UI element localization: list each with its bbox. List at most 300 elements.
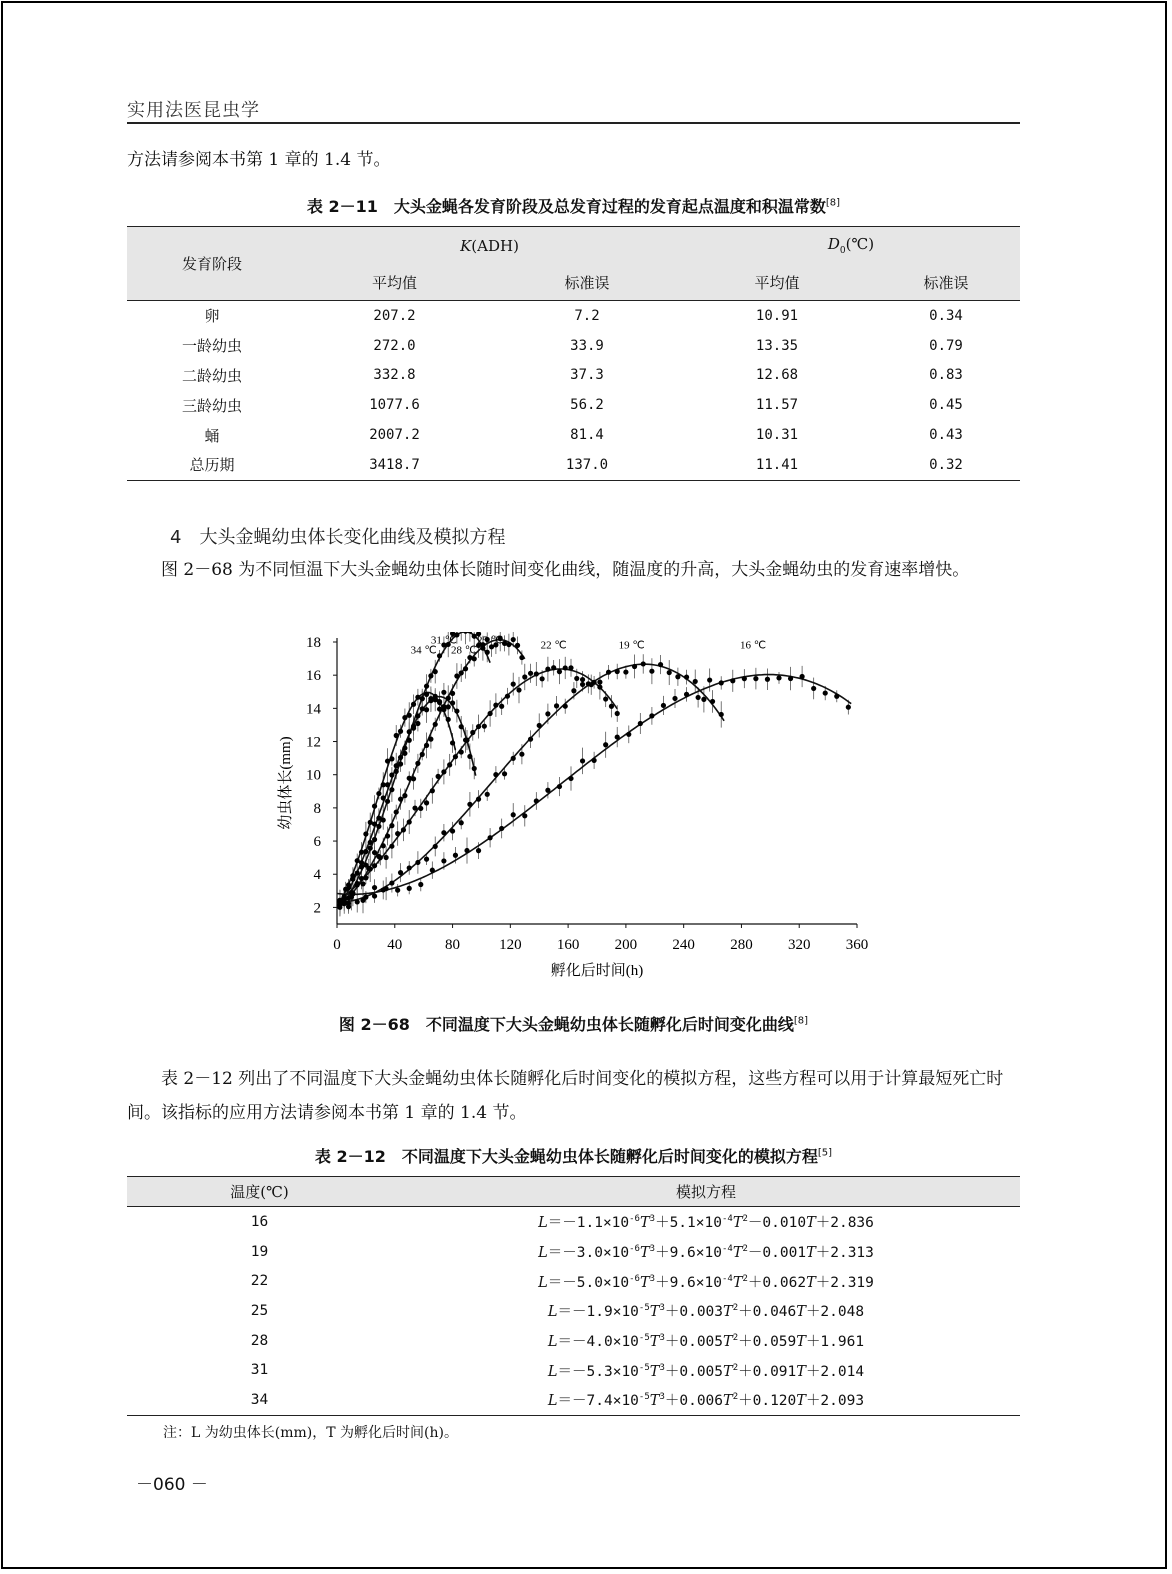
data-point — [415, 860, 420, 865]
data-point — [407, 729, 412, 734]
data-point — [597, 680, 602, 685]
data-point — [337, 905, 342, 910]
coef-c: －0.001 — [747, 1245, 807, 1262]
series-label: 25 ℃ — [477, 634, 504, 647]
data-point — [730, 678, 735, 683]
data-point — [372, 893, 377, 898]
data-point — [395, 831, 400, 836]
coef-b: ＋0.005 — [664, 1334, 724, 1351]
data-point — [459, 749, 464, 754]
data-point — [528, 671, 533, 676]
data-point — [834, 694, 839, 699]
data-point — [823, 690, 828, 695]
data-point — [411, 702, 416, 707]
data-point — [407, 886, 412, 891]
data-point — [441, 830, 446, 835]
data-point — [398, 797, 403, 802]
data-point — [389, 823, 394, 828]
data-point — [522, 813, 527, 818]
table-row — [127, 1237, 1020, 1267]
data-point — [350, 873, 355, 878]
data-point — [568, 776, 573, 781]
y-tick-label: 6 — [313, 834, 321, 851]
chart-axes — [277, 635, 868, 979]
data-point — [398, 755, 403, 760]
data-point — [381, 795, 386, 800]
series-label: 16 ℃ — [739, 639, 767, 652]
data-point — [464, 848, 469, 853]
cell-k-mean: 272.0 — [373, 337, 416, 354]
data-point — [511, 756, 516, 761]
data-point — [661, 703, 666, 708]
cell-k-mean: 207.2 — [373, 307, 416, 324]
data-point — [488, 711, 493, 716]
data-point — [684, 675, 689, 680]
coef-a: －1.1×10 — [562, 1215, 630, 1232]
exponent: -6 — [629, 1273, 640, 1284]
data-point — [459, 724, 464, 729]
data-point — [696, 695, 701, 700]
data-point — [450, 740, 455, 745]
table-row — [127, 1207, 1020, 1237]
data-point — [389, 772, 394, 777]
data-point — [467, 802, 472, 807]
data-point — [385, 782, 390, 787]
cell-k-mean: 2007.2 — [369, 427, 420, 444]
series-curve — [337, 664, 724, 902]
data-point — [459, 670, 464, 675]
data-point — [592, 758, 597, 763]
data-point — [534, 671, 539, 676]
data-point — [638, 721, 643, 726]
data-point — [349, 890, 354, 895]
data-point — [433, 722, 438, 727]
data-point — [641, 661, 646, 666]
exponent: -5 — [638, 1303, 650, 1314]
data-point — [447, 762, 452, 767]
data-point — [450, 700, 455, 705]
data-point — [412, 805, 417, 810]
cell-temp: 28 — [250, 1332, 269, 1349]
data-point — [493, 703, 498, 708]
series-curve — [337, 697, 476, 908]
figure-caption-text: 图 2－68 不同温度下大头金蝇幼虫体长随孵化后时间变化曲线 — [338, 1015, 794, 1034]
data-point — [499, 826, 504, 831]
data-point — [407, 738, 412, 743]
table-row — [127, 390, 1020, 420]
data-point — [571, 688, 576, 693]
exponent: -6 — [629, 1244, 640, 1255]
data-point — [574, 676, 579, 681]
data-point — [580, 682, 585, 687]
data-point — [360, 881, 365, 886]
y-tick-label: 12 — [306, 734, 321, 751]
figure-caption-ref: [8] — [793, 1015, 809, 1027]
data-point — [846, 705, 851, 710]
data-point — [776, 675, 781, 680]
data-point — [788, 676, 793, 681]
data-point — [407, 865, 412, 870]
paragraph-2: 表 2－12 列出了不同温度下大头金蝇幼虫体长随孵化后时间变化的模拟方程，这些方程可以用于计算最短死亡时间。该指标的应用方法请参阅本书第 1 章的 1.4 节。 — [127, 1069, 1004, 1123]
coef-c: ＋0.120 — [738, 1393, 797, 1410]
data-point — [707, 677, 712, 682]
data-point — [381, 817, 386, 822]
cell-k-mean: 1077.6 — [369, 397, 420, 414]
data-point — [363, 849, 368, 854]
data-point — [402, 751, 407, 756]
data-point — [398, 729, 403, 734]
data-point — [516, 687, 521, 692]
data-point — [346, 904, 351, 909]
data-point — [436, 774, 441, 779]
data-point — [742, 676, 747, 681]
data-point — [424, 707, 429, 712]
coef-c: ＋0.046 — [738, 1304, 797, 1321]
data-point — [488, 835, 493, 840]
series-label: 22 ℃ — [540, 639, 567, 652]
coef-d: ＋1.961 — [805, 1334, 865, 1351]
data-point — [385, 799, 390, 804]
table-row — [127, 361, 1020, 391]
cell-temp: 25 — [250, 1302, 269, 1319]
coef-a: －1.9×10 — [572, 1304, 639, 1321]
data-point — [372, 885, 377, 890]
cell-k-se: 37.3 — [570, 367, 604, 384]
coef-d: ＋2.014 — [805, 1363, 865, 1380]
data-point — [563, 665, 568, 670]
cell-equation: $L=-4.0\times 10^{-5}T^3+0.005T^2+0.059T+1.961$ — [547, 1333, 865, 1351]
chart-labels — [411, 635, 766, 657]
cell-k-se: 56.2 — [570, 397, 604, 414]
table-row — [127, 450, 1020, 480]
data-point — [568, 665, 573, 670]
data-point — [528, 737, 533, 742]
data-point — [672, 696, 677, 701]
data-point — [485, 650, 490, 655]
data-point — [389, 844, 394, 849]
data-point — [453, 754, 458, 759]
x-tick-label: 120 — [499, 937, 522, 953]
coef-d: ＋2.319 — [815, 1274, 874, 1291]
table2-caption-text: 表 2－12 不同温度下大头金蝇幼虫体长随孵化后时间变化的模拟方程 — [314, 1147, 818, 1166]
cell-stage: 二龄幼虫 — [181, 366, 242, 385]
data-point — [463, 666, 468, 671]
data-point — [623, 669, 628, 674]
data-point — [389, 787, 394, 792]
table2-caption-ref: [5] — [817, 1147, 833, 1159]
cell-d-mean: 13.35 — [755, 337, 799, 354]
data-point — [415, 713, 420, 718]
cell-k-se: 33.9 — [570, 337, 604, 354]
data-point — [428, 698, 433, 703]
data-point — [519, 752, 524, 757]
data-point — [437, 699, 442, 704]
cell-k-se: 7.2 — [574, 307, 600, 324]
table1-caption — [127, 194, 1020, 217]
data-point — [446, 696, 451, 701]
table1-caption-text: 表 2－11 大头金蝇各发育阶段及总发育过程的发育起点温度和积温常数 — [306, 197, 826, 216]
cell-d-mean: 11.57 — [755, 397, 799, 414]
coef-a: －3.0×10 — [562, 1245, 630, 1262]
data-point — [385, 833, 390, 838]
cell-k-mean: 332.8 — [373, 367, 416, 384]
data-point — [632, 664, 637, 669]
x-tick-label: 0 — [333, 937, 341, 953]
data-point — [398, 870, 403, 875]
series-curve — [337, 675, 851, 895]
growth-chart — [270, 632, 874, 1002]
data-point — [424, 857, 429, 862]
data-point — [372, 804, 377, 809]
table-row — [127, 1266, 1020, 1296]
series-label: 19 ℃ — [618, 639, 645, 652]
data-point — [765, 677, 770, 682]
data-point — [597, 684, 602, 689]
data-point — [519, 655, 524, 660]
header-rule — [127, 122, 1020, 124]
x-tick-label: 40 — [387, 937, 403, 953]
table2 — [127, 1176, 1020, 1416]
data-point — [402, 745, 407, 750]
cell-stage: 一龄幼虫 — [181, 337, 242, 356]
table1-subheader-k-mean: 平均值 — [371, 273, 417, 292]
series-label: 31 ℃ — [430, 634, 457, 647]
table-row — [127, 1326, 1020, 1356]
table-row — [127, 301, 1020, 331]
data-point — [355, 899, 360, 904]
data-point — [342, 894, 347, 899]
data-point — [710, 699, 715, 704]
data-point — [540, 676, 545, 681]
data-point — [349, 895, 354, 900]
data-point — [437, 653, 442, 658]
data-point — [424, 800, 429, 805]
table1-header-k: K(ADH) — [460, 236, 519, 255]
data-point — [366, 866, 371, 871]
data-point — [441, 858, 446, 863]
data-point — [493, 772, 498, 777]
y-tick-label: 2 — [313, 900, 321, 917]
x-tick-label: 80 — [445, 937, 461, 953]
data-point — [402, 793, 407, 798]
coef-b: ＋0.003 — [664, 1304, 724, 1321]
data-point — [411, 724, 416, 729]
cell-stage: 卵 — [204, 307, 220, 326]
x-tick-label: 360 — [845, 937, 869, 953]
cell-k-mean: 3418.7 — [369, 456, 420, 473]
data-point — [428, 673, 433, 678]
data-point — [470, 730, 475, 735]
data-point — [467, 754, 472, 759]
data-point — [463, 632, 468, 634]
data-point — [411, 776, 416, 781]
y-tick-label: 18 — [306, 635, 321, 651]
data-point — [511, 682, 516, 687]
data-point — [376, 791, 381, 796]
data-point — [502, 771, 507, 776]
data-point — [719, 680, 724, 685]
coef-d: ＋2.048 — [805, 1304, 865, 1321]
data-point — [615, 734, 620, 739]
data-point — [420, 706, 425, 711]
cell-equation: $L=-1.9\times 10^{-5}T^3+0.003T^2+0.046T+2.048$ — [547, 1303, 865, 1321]
data-point — [372, 837, 377, 842]
y-tick-label: 14 — [306, 701, 321, 718]
data-point — [563, 704, 568, 709]
table1-caption-ref: [8] — [825, 197, 841, 209]
data-point — [522, 674, 527, 679]
exponent: -5 — [638, 1333, 650, 1344]
data-point — [485, 792, 490, 797]
data-point — [658, 662, 663, 667]
data-point — [537, 723, 542, 728]
coef-d: ＋2.836 — [815, 1215, 874, 1232]
data-point — [424, 692, 429, 697]
exponent: -5 — [638, 1392, 650, 1403]
data-point — [557, 669, 562, 674]
data-point — [446, 717, 451, 722]
data-point — [368, 846, 373, 851]
cell-k-se: 137.0 — [565, 456, 609, 473]
coef-a: －5.0×10 — [562, 1274, 630, 1291]
data-point — [459, 820, 464, 825]
table1-subheader-d-se: 标准误 — [923, 273, 969, 292]
data-point — [378, 855, 383, 860]
data-point — [580, 677, 585, 682]
table-row — [127, 1385, 1020, 1415]
cell-temp: 16 — [250, 1213, 269, 1230]
data-point — [606, 670, 611, 675]
intro-line: 方法请参阅本书第 1 章的 1.4 节。 — [127, 150, 391, 170]
data-point — [534, 798, 539, 803]
cell-d-se: 0.43 — [929, 427, 963, 444]
data-point — [453, 853, 458, 858]
series-label: 34 ℃ — [410, 644, 437, 657]
data-point — [450, 828, 455, 833]
y-tick-label: 8 — [313, 800, 321, 817]
data-point — [355, 881, 360, 886]
data-point — [811, 686, 816, 691]
data-point — [394, 809, 399, 814]
data-point — [545, 711, 550, 716]
y-tick-label: 10 — [306, 767, 321, 784]
data-point — [464, 738, 469, 743]
cell-temp: 34 — [250, 1391, 269, 1408]
data-point — [395, 888, 400, 893]
data-point — [551, 665, 556, 670]
data-point — [684, 692, 689, 697]
data-point — [441, 690, 446, 695]
figure-caption — [127, 1012, 1020, 1035]
cell-equation: $L=-1.1\times 10^{-6}T^3+5.1\times 10^{-4}T^2-0.010T+2.836$ — [538, 1214, 874, 1232]
data-point — [389, 756, 394, 761]
cell-equation: $L=-5.0\times 10^{-6}T^3+9.6\times 10^{-4}T^2+0.062T+2.319$ — [538, 1273, 874, 1291]
data-point — [515, 643, 520, 648]
cell-d-se: 0.45 — [929, 397, 963, 414]
data-point — [372, 850, 377, 855]
coef-b: ＋0.005 — [664, 1363, 724, 1380]
cell-d-se: 0.83 — [929, 367, 963, 384]
data-point — [719, 712, 724, 717]
data-point — [615, 711, 620, 716]
data-point — [505, 694, 510, 699]
series-curve — [337, 669, 617, 902]
data-point — [407, 819, 412, 824]
data-point — [511, 812, 516, 817]
data-point — [603, 742, 608, 747]
exponent: -4 — [721, 1273, 733, 1284]
x-tick-label: 320 — [787, 937, 811, 953]
section-title: 4 大头金蝇幼虫体长变化曲线及模拟方程 — [170, 527, 506, 548]
data-point — [557, 784, 562, 789]
data-point — [609, 704, 614, 709]
data-point — [476, 797, 481, 802]
cell-temp: 22 — [250, 1273, 269, 1290]
data-point — [433, 844, 438, 849]
data-point — [355, 870, 360, 875]
data-point — [363, 831, 368, 836]
y-tick-label: 4 — [313, 867, 321, 884]
data-point — [394, 769, 399, 774]
cell-equation: $L=-5.3\times 10^{-5}T^3+0.005T^2+0.091T+2.014$ — [547, 1362, 865, 1380]
coef-b: ＋0.006 — [664, 1393, 724, 1410]
data-point — [441, 769, 446, 774]
data-point — [420, 752, 425, 757]
exponent: -4 — [721, 1244, 733, 1255]
cell-temp: 31 — [250, 1362, 269, 1379]
cell-d-se: 0.34 — [929, 307, 963, 324]
cell-k-se: 81.4 — [570, 427, 604, 444]
data-point — [675, 674, 680, 679]
data-point — [454, 708, 459, 713]
data-point — [384, 886, 389, 891]
data-point — [693, 679, 698, 684]
running-head: 实用法医昆虫学 — [127, 100, 260, 121]
coef-c: ＋0.091 — [738, 1363, 797, 1380]
data-point — [415, 721, 420, 726]
coef-d: ＋2.093 — [805, 1393, 865, 1410]
data-point — [476, 848, 481, 853]
cell-d-se: 0.32 — [929, 456, 963, 473]
coef-a: －5.3×10 — [572, 1363, 639, 1380]
chart-curves — [337, 632, 851, 908]
table-row — [127, 420, 1020, 450]
coef-b: ＋9.6×10 — [655, 1274, 722, 1291]
data-point — [428, 737, 433, 742]
data-point — [506, 642, 511, 647]
data-point — [649, 713, 654, 718]
series-label: 28 ℃ — [451, 644, 478, 657]
data-point — [430, 868, 435, 873]
data-point — [384, 855, 389, 860]
data-point — [800, 674, 805, 679]
data-point — [554, 703, 559, 708]
data-point — [401, 827, 406, 832]
exponent: -4 — [721, 1214, 733, 1225]
y-tick-label: 16 — [306, 668, 321, 685]
coef-b: ＋9.6×10 — [655, 1245, 722, 1262]
data-point — [394, 733, 399, 738]
data-point — [603, 696, 608, 701]
data-point — [360, 898, 365, 903]
data-point — [472, 766, 477, 771]
data-point — [433, 669, 438, 674]
x-tick-label: 240 — [672, 937, 695, 953]
data-point — [418, 806, 423, 811]
cell-equation: $L=-3.0\times 10^{-6}T^3+9.6\times 10^{-4}T^2-0.001T+2.313$ — [538, 1244, 874, 1262]
table2-caption — [127, 1144, 1020, 1167]
table-row — [127, 1355, 1020, 1385]
